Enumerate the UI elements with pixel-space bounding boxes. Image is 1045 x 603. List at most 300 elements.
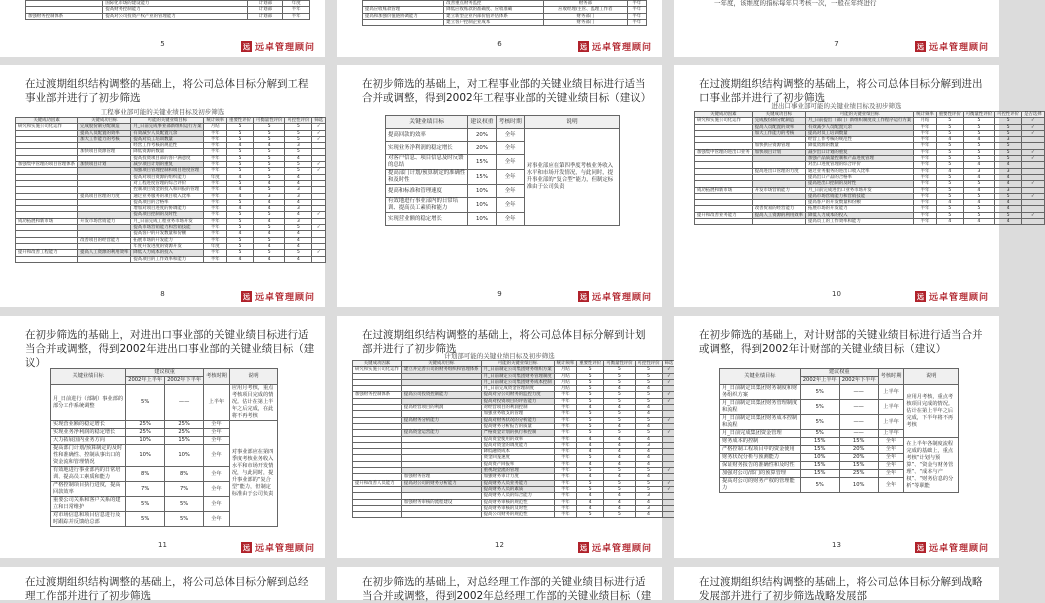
table-cell: 3 xyxy=(285,187,312,193)
table-cell: 7% xyxy=(165,482,204,497)
table-cell: 全年 xyxy=(496,129,524,142)
table-cell xyxy=(752,219,805,225)
table-cell: 10% xyxy=(468,185,496,198)
table-cell: 成功拓展和新市场 xyxy=(16,218,78,224)
table-cell: 4 xyxy=(254,143,285,149)
slide-page-13 xyxy=(674,316,999,558)
table-cell: 降低人力成本的投入 xyxy=(806,212,914,218)
slide-13-kpi-table xyxy=(719,368,959,493)
table-cell: 5 xyxy=(227,162,254,168)
table-cell: 4 xyxy=(936,137,963,143)
table-cell: 半年 xyxy=(627,19,646,25)
table-header-cell: 统计频率 xyxy=(204,118,227,124)
table-header-cell: 关键业绩目标 xyxy=(720,369,801,385)
table-header-cell: 关键业绩目标 xyxy=(386,116,468,129)
table-cell: 半年 xyxy=(554,486,577,492)
table-cell: 月结 xyxy=(554,373,577,379)
table-cell: 月_日前制定出集团财务管理制度和流程 xyxy=(720,400,801,415)
table-cell: 5 xyxy=(604,398,635,404)
table-cell: 提高项目管理的力度 xyxy=(78,193,131,199)
slide-12-table xyxy=(352,360,676,518)
table-header-cell: 可衡量性评价 xyxy=(963,112,994,118)
table-cell: 3 xyxy=(995,137,1022,143)
table-cell: 5 xyxy=(995,149,1022,155)
table-cell: ✓ xyxy=(662,398,676,404)
table-cell: 5 xyxy=(577,486,604,492)
table-cell: 5 xyxy=(635,392,662,398)
table-cell: 5 xyxy=(577,423,604,429)
table-header-cell: 可衡量性评价 xyxy=(254,118,285,124)
table-cell: 5 xyxy=(227,130,254,136)
table-cell: 提高进出口管理的力度 xyxy=(752,168,805,174)
table-cell: 15% xyxy=(839,462,878,470)
table-cell: 4 xyxy=(577,436,604,442)
table-cell: 7% xyxy=(126,482,165,497)
table-cell: 半年 xyxy=(204,237,227,243)
table-cell xyxy=(1022,219,1045,225)
table-cell: ✓ xyxy=(312,136,326,142)
table-cell: 4 xyxy=(285,237,312,243)
table-cell: ✓ xyxy=(662,367,676,373)
table-cell: 4 xyxy=(577,405,604,411)
table-cell: 3 xyxy=(635,442,662,448)
table-cell: 半年 xyxy=(914,187,937,193)
table-cell: 半年 xyxy=(204,180,227,186)
table-cell: 半年 xyxy=(204,136,227,142)
slide-11-kpi-table xyxy=(50,368,278,527)
brand-mark-icon: 远 xyxy=(579,543,587,552)
table-cell: ✓ xyxy=(1022,130,1045,136)
table-cell: 加强集中管理的项目管理体系 xyxy=(16,162,78,168)
table-cell: 提高对公司的财务分析能力 xyxy=(401,480,481,486)
table-cell: 半年 xyxy=(554,442,577,448)
table-cell: —— xyxy=(165,385,204,421)
table-cell: 月结 xyxy=(554,379,577,385)
table-cell: 半年 xyxy=(914,143,937,149)
brand-mark-icon: 远 xyxy=(916,292,924,301)
table-cell: 半年 xyxy=(914,137,937,143)
table-cell: 通过业务服务的进出口收入比率 xyxy=(806,168,914,174)
table-cell: 5 xyxy=(577,411,604,417)
table-cell: 5 xyxy=(227,237,254,243)
table-cell: 提高人员配置的效率 xyxy=(752,124,805,130)
table-cell: 对出口进度管理的综合评价 xyxy=(806,162,914,168)
brand-mark-icon: 远 xyxy=(916,543,924,552)
table-row xyxy=(363,19,647,25)
table-cell: 5 xyxy=(936,156,963,162)
table-cell: 5 xyxy=(254,225,285,231)
table-cell: 3 xyxy=(995,168,1022,174)
table-cell: 增加对项目进度的协调能力 xyxy=(131,206,204,212)
table-cell: 15% xyxy=(800,462,839,470)
table-cell: 月_日前制定公司集团财务组织方案 xyxy=(481,367,554,373)
table-cell: 提高资金运营能力 xyxy=(401,430,481,436)
table-cell: 提高部门计划/预算制定的及时性和准确性、控制从事出口的资金流和管理情况 xyxy=(51,445,126,467)
table-cell: 5% xyxy=(126,385,165,421)
table-cell: 10% xyxy=(165,445,204,467)
table-cell: 加强产品质量控制和产品进度管理 xyxy=(806,156,914,162)
table-cell: 计划部 xyxy=(248,13,283,19)
table-header-cell: 考核时期 xyxy=(496,116,524,129)
table-cell: 实现营业额的稳定增长 xyxy=(386,213,468,226)
table-cell: 25% xyxy=(165,421,204,429)
table-cell: ✓ xyxy=(1022,181,1045,187)
table-header-cell: 2002年上半年 xyxy=(126,377,165,385)
table-caption: 工程事业部可能的关键业绩目标及初步筛选 xyxy=(100,108,225,116)
table-cell: 20% xyxy=(468,142,496,155)
table-cell: 4 xyxy=(995,219,1022,225)
table-cell: 完成股份制分配制造 xyxy=(752,118,805,124)
table-cell: ✓ xyxy=(312,212,326,218)
table-cell: 半年 xyxy=(554,505,577,511)
table-cell: 半年 xyxy=(554,436,577,442)
table-cell: 提高项目控制的及时性 xyxy=(131,212,204,218)
brand-logo: 远 远卓管理顾问 xyxy=(242,543,315,554)
table-cell: 4 xyxy=(285,243,312,249)
table-cell: 提高对分公司财务的监控力度 xyxy=(481,392,554,398)
table-cell: 4 xyxy=(285,231,312,237)
brand-mark-icon: 远 xyxy=(579,42,587,51)
table-row xyxy=(16,256,326,262)
table-cell: 对事业部应在第四季度考核业务收入水平和市场开发情况，与此同时，提升事业部的“复合型”能力，但制定标准由于公司负责 xyxy=(229,421,277,527)
table-cell: 降低资源的数量 xyxy=(806,143,914,149)
table-cell: 半年 xyxy=(283,7,310,13)
slide-page-8 xyxy=(0,65,325,307)
brand-logo: 远 远卓管理顾问 xyxy=(242,42,315,53)
slide-page-16 xyxy=(674,567,999,600)
table-cell: 加大工作能力的考核 xyxy=(752,130,805,136)
table-cell: 半年 xyxy=(914,168,937,174)
table-cell: 降低人力成本的投入 xyxy=(131,250,204,256)
table-header-cell: 重要性评价 xyxy=(577,361,604,367)
table-cell: 应收经理/主管、监理工作者 xyxy=(544,7,627,13)
page-number: 8 xyxy=(160,290,165,298)
table-header-cell: 关键成功因素 xyxy=(16,118,78,124)
table-cell: 半年 xyxy=(554,499,577,505)
table-cell: 提高公司财务的规范性 xyxy=(481,512,554,518)
table-cell: 5% xyxy=(126,512,165,527)
table-cell: 提高市场营销能力和营销技能 xyxy=(131,225,204,231)
table-cell: 建立新型企业内部价值评估体系 xyxy=(444,13,544,19)
table-cell: 5 xyxy=(963,193,994,199)
table-cell: 4 xyxy=(227,231,254,237)
table-cell: 提高财务人员的综合能力 xyxy=(481,493,554,499)
table-cell: 10% xyxy=(468,213,496,226)
table-cell: 5 xyxy=(285,168,312,174)
brand-mark-icon: 远 xyxy=(242,42,250,51)
table-cell: 5 xyxy=(936,174,963,180)
table-cell: 半年 xyxy=(914,219,937,225)
table-cell: 上半年 xyxy=(878,400,904,415)
table-cell: 加强项目管理控制和项目进度管理 xyxy=(131,168,204,174)
brand-logo: 远 远卓管理顾问 xyxy=(579,292,652,303)
table-cell: 月结 xyxy=(554,367,577,373)
table-row xyxy=(353,512,676,518)
table-cell: 25% xyxy=(126,421,165,429)
table-cell: 5 xyxy=(227,218,254,224)
table-cell: 4 xyxy=(577,493,604,499)
table-row xyxy=(51,369,278,377)
table-cell: 提高对财务状况的分析能力 xyxy=(481,417,554,423)
table-cell: 财务成本的控制 xyxy=(720,438,801,446)
table-cell: 半年 xyxy=(204,199,227,205)
table-cell: 5 xyxy=(635,379,662,385)
table-cell: 月_日前完成资金管理制度 xyxy=(481,386,554,392)
table-cell: 计划部 xyxy=(248,1,283,7)
table-cell: 4 xyxy=(635,499,662,505)
table-header-cell: 重要性评价 xyxy=(936,112,963,118)
table-cell: 4 xyxy=(635,386,662,392)
table-cell: 5 xyxy=(254,237,285,243)
table-header-cell: 关键成功目标 xyxy=(752,112,805,118)
table-cell: 5 xyxy=(254,155,285,161)
table-cell: 5 xyxy=(285,149,312,155)
table-cell: 半年 xyxy=(204,187,227,193)
table-cell: 提升和改善业务能力 xyxy=(695,212,753,218)
table-cell: 全年 xyxy=(496,142,524,155)
table-cell: 研究和实施公司化运作 xyxy=(695,118,753,124)
table-cell: 5 xyxy=(995,124,1022,130)
table-cell: 5 xyxy=(577,512,604,518)
table-cell: 3 xyxy=(635,493,662,499)
table-cell: ✓ xyxy=(312,130,326,136)
table-cell: 5 xyxy=(577,398,604,404)
table-cell: 改善贸易的经营能力 xyxy=(752,206,805,212)
table-cell: 改善项目的经营能力 xyxy=(78,237,131,243)
table-cell: 半年 xyxy=(204,143,227,149)
table-cell: —— xyxy=(839,385,878,400)
table-cell: 4 xyxy=(254,231,285,237)
table-cell: 实现业务净利润的稳定增长 xyxy=(51,429,126,437)
table-cell: 4 xyxy=(635,436,662,442)
table-cell: 5 xyxy=(285,162,312,168)
table-cell: 实现营业额的稳定增长 xyxy=(51,421,126,429)
table-cell: 4 xyxy=(604,405,635,411)
table-cell: 4 xyxy=(635,461,662,467)
table-cell: 4 xyxy=(995,162,1022,168)
table-cell: ✓ xyxy=(312,225,326,231)
table-cell: 半年 xyxy=(554,468,577,474)
table-cell: 半年 xyxy=(914,174,937,180)
table-cell: 月_日前制定出集团财务成本控制和流程 xyxy=(720,415,801,430)
page-number: 7 xyxy=(834,40,839,48)
slide-9-kpi-table xyxy=(385,115,620,226)
table-cell: 4 xyxy=(285,212,312,218)
table-header-cell: 关键成功因素 xyxy=(353,361,402,367)
table-cell: 半年 xyxy=(204,162,227,168)
slide-page-14 xyxy=(0,567,325,600)
table-cell: 提高投资项目部的客户满意度 xyxy=(131,155,204,161)
table-cell: 5 xyxy=(577,367,604,373)
table-cell: 提高进出口控制的及时性 xyxy=(806,181,914,187)
table-cell: 提高财务人员的素质 xyxy=(481,486,554,492)
table-cell: 提高对员工培训数量 xyxy=(806,130,914,136)
table-cell: 通过业务服务的项目收入比率 xyxy=(131,193,204,199)
table-cell: 4 xyxy=(254,206,285,212)
table-cell: 半年 xyxy=(914,162,937,168)
page-number: 5 xyxy=(160,40,165,48)
table-cell: —— xyxy=(839,430,878,438)
table-cell: 5 xyxy=(995,143,1022,149)
table-cell: 5 xyxy=(254,136,285,142)
table-cell: 5 xyxy=(577,392,604,398)
table-cell: 对客户信息、项目信息及时反馈的总结 xyxy=(386,155,468,170)
table-cell: 提高应收账款管理 xyxy=(363,7,444,13)
page-number: 10 xyxy=(832,290,841,298)
table-cell: 半年 xyxy=(554,417,577,423)
table-header-cell: 2002年上半年 xyxy=(800,377,839,385)
table-cell: 5 xyxy=(254,174,285,180)
table-cell: 5 xyxy=(963,124,994,130)
table-cell: 加强财务审计力度 xyxy=(481,474,554,480)
table-cell: 4 xyxy=(285,256,312,262)
table-cell: 4 xyxy=(995,181,1022,187)
table-cell: 4 xyxy=(285,174,312,180)
table-cell: 半年 xyxy=(204,155,227,161)
table-header-cell: 关键成功目标 xyxy=(78,118,131,124)
table-cell xyxy=(695,219,753,225)
table-cell: ✓ xyxy=(662,373,676,379)
table-cell: 4 xyxy=(227,256,254,262)
table-cell: 半年 xyxy=(554,405,577,411)
page-number: 12 xyxy=(495,541,504,549)
table-cell: 降低应收账款的准确度、应收准确 xyxy=(444,7,544,13)
table-cell: 半年 xyxy=(554,461,577,467)
table-cell: 加强集中管理的进出口业务 xyxy=(695,149,753,155)
table-cell: 全年 xyxy=(878,462,904,470)
table-cell: 5 xyxy=(577,386,604,392)
table-cell: 全年 xyxy=(496,198,524,213)
table-cell: ✓ xyxy=(312,250,326,256)
table-cell: 5 xyxy=(227,124,254,130)
brand-logo: 远 远卓管理顾问 xyxy=(579,42,652,53)
table-cell: 3 xyxy=(285,193,312,199)
table-cell: 5 xyxy=(963,130,994,136)
table-cell: 5 xyxy=(227,212,254,218)
table-cell: 4 xyxy=(936,200,963,206)
table-header-cell: 可能的关键业绩目标 xyxy=(131,118,204,124)
table-cell: 严格资金计划的执行和控制 xyxy=(481,430,554,436)
table-cell: 20% xyxy=(468,129,496,142)
table-cell: 5 xyxy=(254,124,285,130)
table-cell: 5 xyxy=(604,486,635,492)
table-cell: 计划部 xyxy=(248,7,283,13)
table-cell: 半年 xyxy=(914,200,937,206)
table-cell: 4 xyxy=(604,442,635,448)
table-cell: 4 xyxy=(635,474,662,480)
table-cell: 半年 xyxy=(914,212,937,218)
table-cell: 4 xyxy=(577,499,604,505)
table-cell: 全年 xyxy=(204,497,230,512)
table-cell: 半年 xyxy=(914,206,937,212)
table-cell: 3 xyxy=(254,193,285,199)
table-cell: 5 xyxy=(227,225,254,231)
table-cell: 全年 xyxy=(878,446,904,454)
table-cell: 提高部门计划/预算制定的准确性和及时性 xyxy=(386,170,468,185)
slide-title: 在初步筛选的基础上，对总经理工作部的关键业绩目标进行适当合并或调整，得到2002年总经理工作部的关键业绩目标（建 xyxy=(362,576,652,602)
slide-page-5 xyxy=(0,0,325,57)
table-cell: ✓ xyxy=(1022,156,1045,162)
table-cell: 加强业务收支的管理 xyxy=(481,411,554,417)
table-cell: 5 xyxy=(285,124,312,130)
table-cell: 改善重点财务监控 xyxy=(444,1,544,7)
table-cell: 4 xyxy=(635,405,662,411)
table-cell: 5 xyxy=(604,480,635,486)
table-cell: 5 xyxy=(936,149,963,155)
table-cell: 15% xyxy=(468,155,496,170)
table-header-cell: 是否选择 xyxy=(1022,112,1045,118)
brand-mark-icon: 远 xyxy=(916,42,924,51)
table-cell: 在上半年各制度流程完成的基础上，重点考核“计划与预算”、“资金与财务管理”、“成本与产权”、“财务信息的分析”等职能 xyxy=(904,438,959,493)
table-cell: 半年 xyxy=(554,423,577,429)
slide-6-table xyxy=(362,0,647,26)
table-cell: 4 xyxy=(604,386,635,392)
table-cell: 加快项目计划 xyxy=(752,149,805,155)
table-cell: 5 xyxy=(285,225,312,231)
table-cell: 4 xyxy=(227,187,254,193)
table-row xyxy=(695,219,1045,225)
table-cell: 上半年 xyxy=(878,430,904,438)
table-header-cell: 可控性评价 xyxy=(635,361,662,367)
table-cell: 4 xyxy=(963,137,994,143)
table-cell: 5 xyxy=(604,468,635,474)
table-cell: ✓ xyxy=(662,417,676,423)
table-cell: 5 xyxy=(936,181,963,187)
table-cell: 4 xyxy=(227,193,254,199)
table-cell: 提高员工的工作效率和能力 xyxy=(806,219,914,225)
table-cell: 5 xyxy=(604,430,635,436)
table-cell: 4 xyxy=(604,474,635,480)
table-row xyxy=(386,116,620,129)
table-cell: 5 xyxy=(227,136,254,142)
table-cell: 4 xyxy=(963,174,994,180)
table-cell: 半年 xyxy=(627,1,646,7)
table-cell: 半年 xyxy=(204,256,227,262)
page-number: 11 xyxy=(158,541,167,549)
table-cell: 提高财务分析报告的质量 xyxy=(481,423,554,429)
table-cell: 对工程进度管理的综合评价 xyxy=(131,180,204,186)
table-cell: 成功拓展和新市场 xyxy=(695,187,753,193)
table-cell: 提高对资金的调度能力 xyxy=(481,442,554,448)
table-cell: 提高财务审核的规范性 xyxy=(481,499,554,505)
table-cell: 半年 xyxy=(204,212,227,218)
table-cell: 5 xyxy=(604,392,635,398)
table-cell: 全年 xyxy=(204,445,230,467)
table-cell: ✓ xyxy=(1022,212,1045,218)
table-cell: 经营工作考核的规范性 xyxy=(131,143,204,149)
slide-title: 在初步筛选的基础上，对计财部的关键业绩目标进行适当合并或调整，得到2002年计财部的关键业绩目标（建议） xyxy=(699,329,983,355)
table-cell: 5 xyxy=(635,468,662,474)
table-cell: 4 xyxy=(604,423,635,429)
table-cell: 提高项目的合格率 xyxy=(131,199,204,205)
table-cell: 建立并完善公司的财务组织和管理体系 xyxy=(401,367,481,373)
table-cell: ✓ xyxy=(662,379,676,385)
table-header-cell: 关键业绩目标 xyxy=(51,369,126,385)
table-cell: 保证财务报告的准确性和及时性 xyxy=(720,462,801,470)
table-cell: 月_日前完成集团资金管理 xyxy=(720,430,801,438)
table-cell: 半年 xyxy=(554,512,577,518)
table-cell: 4 xyxy=(604,505,635,511)
table-cell: 20% xyxy=(839,446,878,454)
table-cell: 25% xyxy=(839,470,878,478)
table-cell: 上半年 xyxy=(878,415,904,430)
table-cell: 提高经营项目的利润 xyxy=(401,405,481,411)
table-cell: 提高资金使用的效率 xyxy=(481,436,554,442)
table-header-cell: 筛选 xyxy=(312,118,326,124)
table-cell: 4 xyxy=(577,449,604,455)
table-cell: 5 xyxy=(254,212,285,218)
table-cell: 减少出口计划的重复 xyxy=(806,149,914,155)
